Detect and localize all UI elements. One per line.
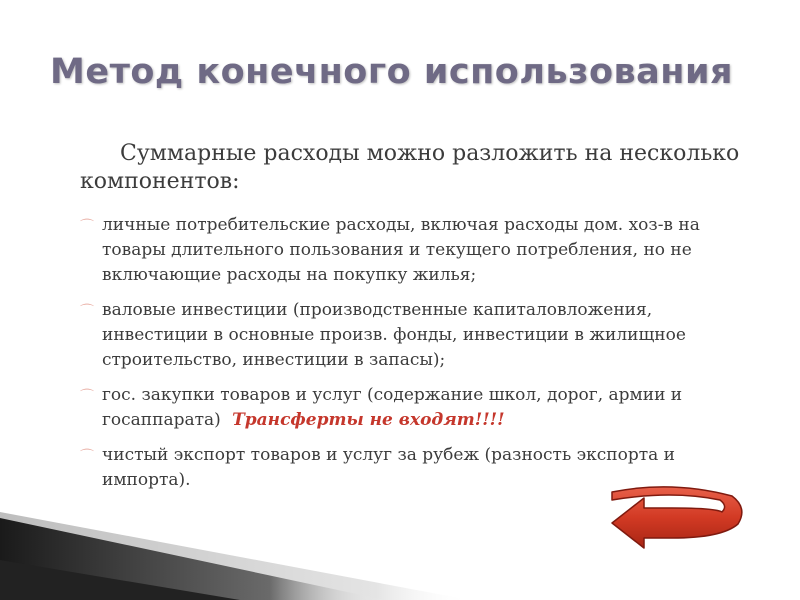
slide-title: Метод конечного использования [50, 52, 733, 92]
list-item [80, 298, 748, 373]
bullet-text: чистый экспорт товаров и услуг за рубеж (разность экспорта и импорта). [102, 445, 675, 490]
bullet-marker-icon: ⌒ [80, 449, 94, 465]
bullet-text: личные потребительские расходы, включая расходы дом. хоз-в на товары длительного пользования и текущего потребления, но не включающие расходы на покупку жилья; [102, 215, 700, 285]
bullet-list [80, 213, 748, 503]
list-item [80, 383, 748, 433]
bullet-marker-icon: ⌒ [80, 389, 94, 405]
transfers-highlight: Трансферты не входят!!!! [226, 410, 505, 430]
bullet-text: гос. закупки товаров и услуг (содержание школ, дорог, армии и госаппарата) [102, 385, 683, 430]
list-item [80, 443, 748, 493]
bullet-marker-icon: ⌒ [80, 304, 94, 320]
list-item [80, 213, 748, 288]
bullet-text: валовые инвестиции (производственные капиталовложения, инвестиции в основные произв. фонды, инвестиции в жилищное строительство, инвестиции в запасы); [102, 300, 686, 370]
intro-paragraph: Суммарные расходы можно разложить на несколько компонентов: [80, 141, 740, 194]
bullet-marker-icon: ⌒ [80, 219, 94, 235]
